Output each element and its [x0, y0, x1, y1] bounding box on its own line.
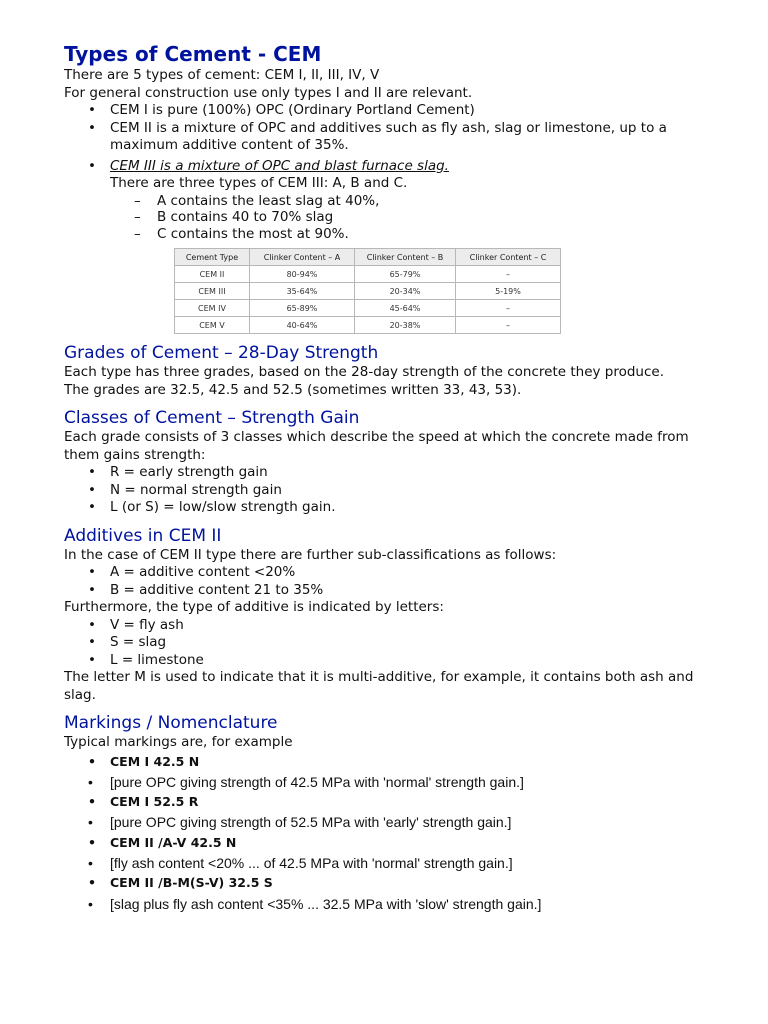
- list-item: • L = limestone: [110, 652, 704, 670]
- grades-text: The grades are 32.5, 42.5 and 52.5 (sometimes written 33, 43, 53).: [64, 381, 522, 398]
- cem-iii-subtypes-intro: There are three types of CEM III: A, B and C.: [110, 175, 408, 191]
- table-header: Clinker Content – B: [355, 249, 456, 266]
- table-cell: 20-38%: [355, 317, 456, 334]
- table-row: [175, 283, 561, 300]
- marking-description: • [slag plus fly ash content <35% ... 32.5 MPa with 'slow' strength gain.]: [110, 894, 704, 914]
- table-cell: –: [456, 300, 561, 317]
- table-header: Clinker Content – A: [250, 249, 355, 266]
- table-cell: –: [456, 317, 561, 334]
- list-item: • CEM II is a mixture of OPC and additives such as fly ash, slag or limestone, up to a maximum additive content of 35%.: [110, 120, 704, 155]
- list-item: • R = early strength gain: [110, 464, 704, 482]
- additives-text: In the case of CEM II type there are further sub-classifications as follows:: [64, 546, 557, 563]
- page-title: Types of Cement - CEM: [64, 42, 322, 66]
- table-cell: 45-64%: [355, 300, 456, 317]
- marking-description: • [pure OPC giving strength of 42.5 MPa with 'normal' strength gain.]: [110, 772, 704, 792]
- table-header-row: [175, 249, 561, 266]
- additive-type-list: [64, 617, 704, 670]
- table-cell: –: [456, 266, 561, 283]
- marking-code: • CEM I 42.5 N: [110, 752, 704, 772]
- table-cell: CEM II: [175, 266, 250, 283]
- list-item: – A contains the least slag at 40%,: [157, 193, 704, 210]
- classes-list: [64, 464, 704, 517]
- list-item: – B contains 40 to 70% slag: [157, 209, 704, 226]
- table-header: Clinker Content – C: [456, 249, 561, 266]
- list-item: • B = additive content 21 to 35%: [110, 582, 704, 600]
- list-item: • A = additive content <20%: [110, 564, 704, 582]
- table-cell: 35-64%: [250, 283, 355, 300]
- list-item: • S = slag: [110, 634, 704, 652]
- table-cell: 65-89%: [250, 300, 355, 317]
- list-item: – C contains the most at 90%.: [157, 226, 704, 243]
- table-cell: CEM IV: [175, 300, 250, 317]
- list-item: • N = normal strength gain: [110, 482, 704, 500]
- table-cell: CEM V: [175, 317, 250, 334]
- cement-types-list: [64, 102, 704, 193]
- section-heading-markings: Markings / Nomenclature: [64, 713, 278, 733]
- section-heading-additives: Additives in CEM II: [64, 525, 222, 546]
- table-cell: 5-19%: [456, 283, 561, 300]
- grades-text: Each type has three grades, based on the 28-day strength of the concrete they produce.: [64, 364, 665, 380]
- marking-code: • CEM II /A-V 42.5 N: [110, 833, 704, 853]
- table-row: [175, 317, 561, 334]
- table-cell: 80-94%: [250, 266, 355, 283]
- markings-list: [64, 752, 704, 914]
- table-row: [175, 266, 561, 283]
- marking-code: • CEM II /B-M(S-V) 32.5 S: [110, 873, 704, 893]
- list-item: • L (or S) = low/slow strength gain.: [110, 499, 704, 517]
- cem-iii-subtypes-list: [110, 193, 704, 243]
- cem-iii-definition: CEM III is a mixture of OPC and blast furnace slag.: [110, 157, 449, 174]
- section-heading-grades: Grades of Cement – 28-Day Strength: [64, 343, 379, 363]
- additives-text: Furthermore, the type of additive is indicated by letters:: [64, 599, 444, 615]
- table-cell: 40-64%: [250, 317, 355, 334]
- intro-line: For general construction use only types I and II are relevant.: [64, 84, 473, 101]
- classes-text: Each grade consists of 3 classes which describe the speed at which the concrete made from them gains strength:: [64, 429, 689, 463]
- marking-description: • [pure OPC giving strength of 52.5 MPa with 'early' strength gain.]: [110, 812, 704, 832]
- table-row: [175, 300, 561, 317]
- intro-line: There are 5 types of cement: CEM I, II, III, IV, V: [64, 67, 380, 83]
- table-cell: CEM III: [175, 283, 250, 300]
- additives-text: The letter M is used to indicate that it is multi-additive, for example, it contains both ash and slag.: [64, 669, 694, 703]
- additive-content-list: [64, 564, 704, 599]
- table-header: Cement Type: [175, 249, 250, 266]
- list-item: • V = fly ash: [110, 617, 704, 635]
- clinker-content-table: [174, 248, 561, 334]
- markings-text: Typical markings are, for example: [64, 734, 293, 750]
- marking-description: • [fly ash content <20% ... of 42.5 MPa with 'normal' strength gain.]: [110, 853, 704, 873]
- list-item: • CEM I is pure (100%) OPC (Ordinary Portland Cement): [110, 102, 704, 120]
- table-cell: 65-79%: [355, 266, 456, 283]
- list-item: [110, 158, 704, 193]
- marking-code: • CEM I 52.5 R: [110, 792, 704, 812]
- section-heading-classes: Classes of Cement – Strength Gain: [64, 408, 360, 428]
- table-cell: 20-34%: [355, 283, 456, 300]
